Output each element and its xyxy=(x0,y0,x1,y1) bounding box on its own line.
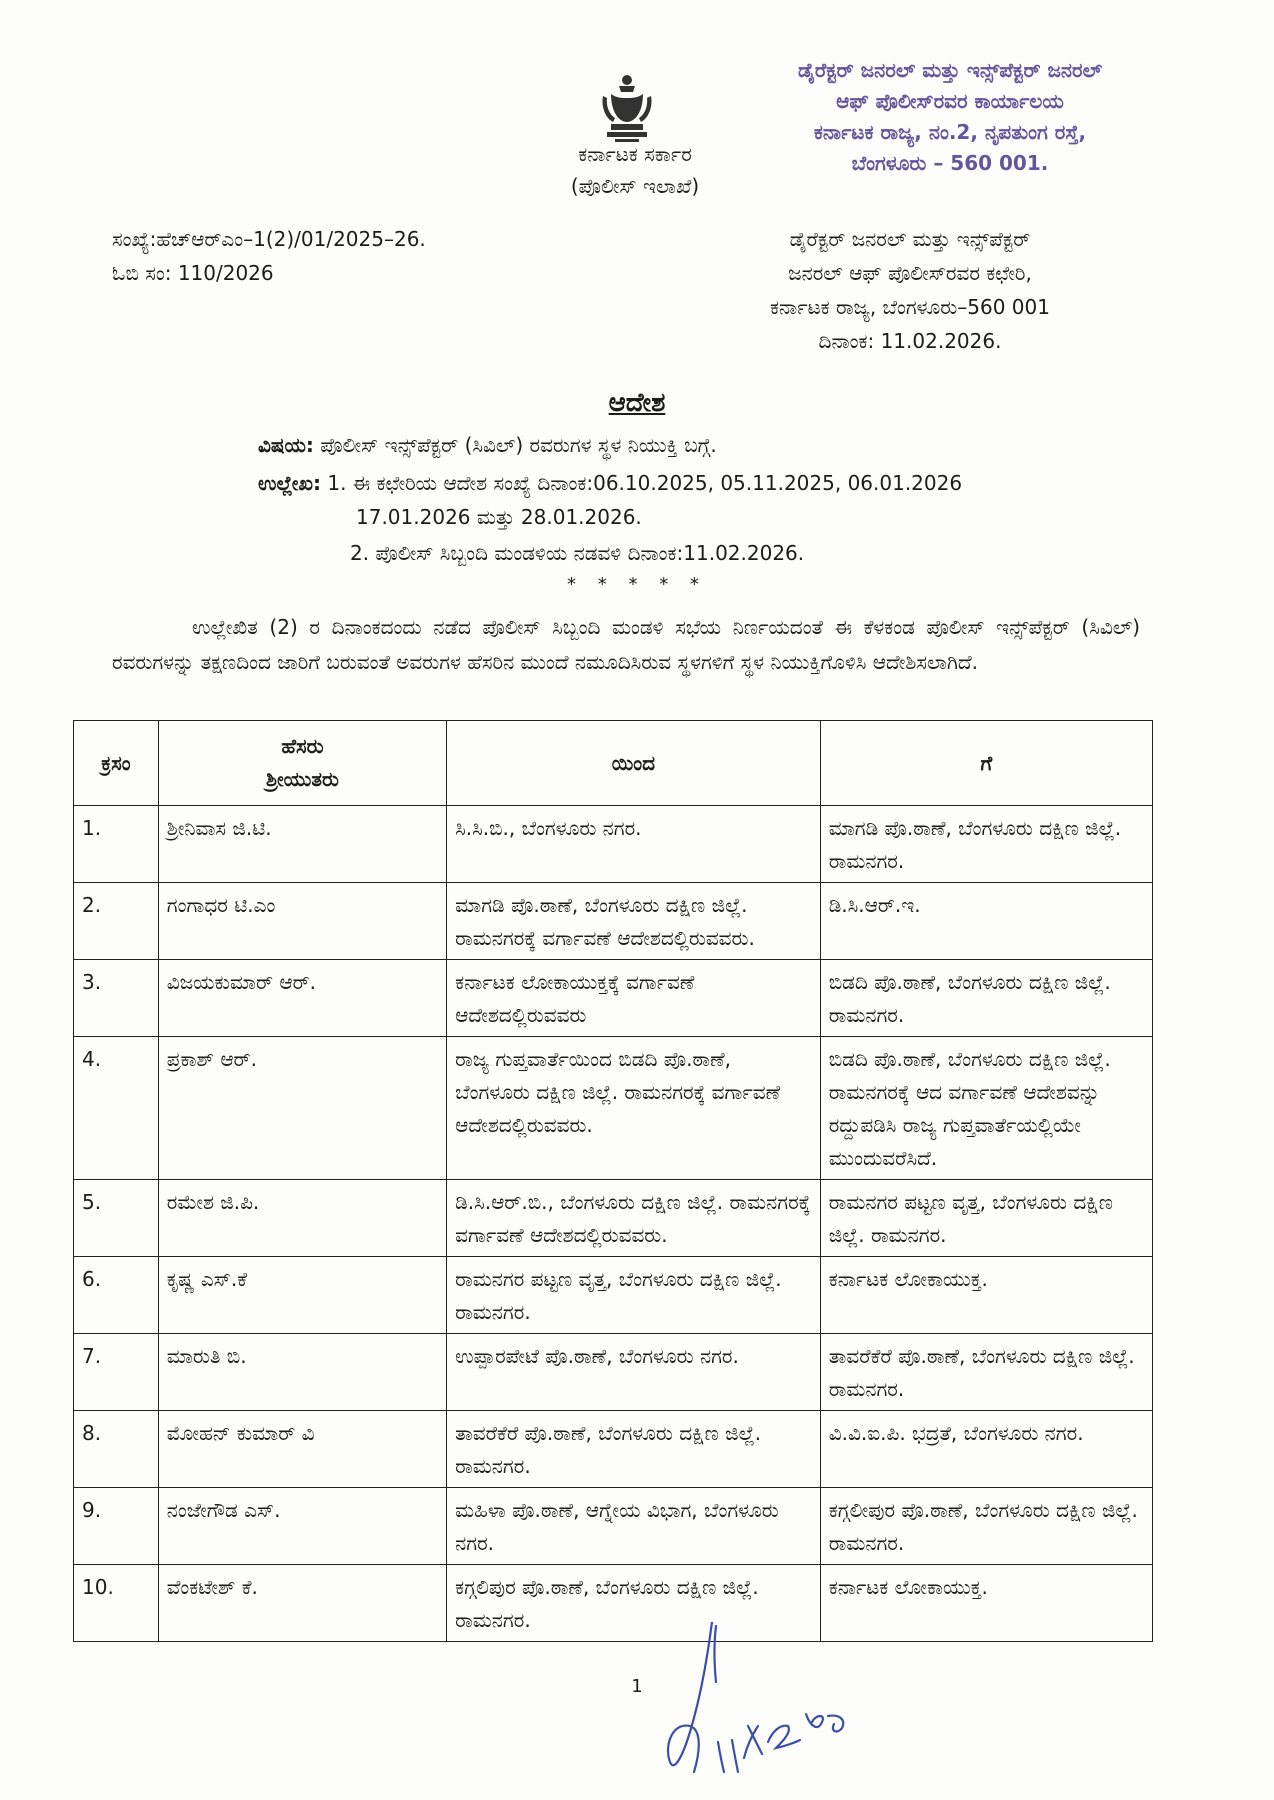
header-from: ಯಿಂದ xyxy=(447,721,821,806)
table-row xyxy=(74,1037,1153,1180)
reference-1: 1. ಈ ಕಛೇರಿಯ ಆದೇಶ ಸಂಖ್ಯೆ ದಿನಾಂಕ:06.10.2025, 05.11.2025, 06.01.2026 xyxy=(327,471,963,495)
row-from: ಕರ್ನಾಟಕ ಲೋಕಾಯುಕ್ತಕ್ಕೆ ವರ್ಗಾವಣೆ ಆದೇಶದಲ್ಲಿರುವವರು xyxy=(447,960,821,1037)
table-row xyxy=(74,960,1153,1037)
row-serial: 8. xyxy=(74,1411,159,1488)
subject-text: ಪೊಲೀಸ್ ಇನ್ಸ್‌ಪೆಕ್ಟರ್ (ಸಿವಿಲ್) ರವರುಗಳ ಸ್ಥಳ ನಿಯುಕ್ತಿ ಬಗ್ಗೆ. xyxy=(320,433,717,457)
stamp-line: ಆಫ್ ಪೊಲೀಸ್‌ರವರ ಕಾರ್ಯಾಲಯ xyxy=(836,89,1064,113)
reference-1-continued: 17.01.2026 ಮತ್ತು 28.01.2026. xyxy=(356,505,642,529)
office-line: ಡೈರೆಕ್ಟರ್ ಜನರಲ್ ಮತ್ತು ಇನ್ಸ್‌ಪೆಕ್ಟರ್ xyxy=(789,227,1031,251)
row-to: ರಾಮನಗರ ಪಟ್ಟಣ ವೃತ್ತ, ಬೆಂಗಳೂರು ದಕ್ಷಿಣ ಜಿಲ್ಲೆ. ರಾಮನಗರ. xyxy=(820,1180,1152,1257)
row-name: ವಿಜಯಕುಮಾರ್ ಆರ್. xyxy=(158,960,446,1037)
row-name: ಗಂಗಾಧರ ಟಿ.ಎಂ xyxy=(158,883,446,960)
row-name: ಶ್ರೀನಿವಾಸ ಜಿ.ಟಿ. xyxy=(158,806,446,883)
row-name: ರಮೇಶ ಜಿ.ಪಿ. xyxy=(158,1180,446,1257)
row-to: ಮಾಗಡಿ ಪೊ.ಠಾಣೆ, ಬೆಂಗಳೂರು ದಕ್ಷಿಣ ಜಿಲ್ಲೆ. ರಾಮನಗರ. xyxy=(820,806,1152,883)
row-to: ತಾವರೆಕೆರೆ ಪೊ.ಠಾಣೆ, ಬೆಂಗಳೂರು ದಕ್ಷಿಣ ಜಿಲ್ಲೆ. ರಾಮನಗರ. xyxy=(820,1334,1152,1411)
department-name: (ಪೊಲೀಸ್ ಇಲಾಖೆ) xyxy=(570,174,700,198)
reference-number: ಸಂಖ್ಯೆ:ಹೆಚ್‌ಆರ್‌ಎಂ–1(2)/01/2025–26. xyxy=(112,227,426,251)
table-row xyxy=(74,1411,1153,1488)
row-serial: 10. xyxy=(74,1565,159,1642)
row-from: ರಾಜ್ಯ ಗುಪ್ತವಾರ್ತೆಯಿಂದ ಬಿಡದಿ ಪೊ.ಠಾಣೆ, ಬೆಂಗಳೂರು ದಕ್ಷಿಣ ಜಿಲ್ಲೆ. ರಾಮನಗರಕ್ಕೆ ವರ್ಗಾವಣೆ ಆದೇಶದಲ್ಲಿರುವವರು. xyxy=(447,1037,821,1180)
table-row xyxy=(74,1180,1153,1257)
row-from: ತಾವರೆಕೆರೆ ಪೊ.ಠಾಣೆ, ಬೆಂಗಳೂರು ದಕ್ಷಿಣ ಜಿಲ್ಲೆ. ರಾಮನಗರ. xyxy=(447,1411,821,1488)
row-to: ಕಗ್ಗಲೀಪುರ ಪೊ.ಠಾಣೆ, ಬೆಂಗಳೂರು ದಕ್ಷಿಣ ಜಿಲ್ಲೆ. ರಾಮನಗರ. xyxy=(820,1488,1152,1565)
ob-number: ಓಬಿ ಸಂ: 110/2026 xyxy=(112,261,274,285)
order-body: ಉಲ್ಲೇಖಿತ (2) ರ ದಿನಾಂಕದಂದು ನಡೆದ ಪೊಲೀಸ್ ಸಿಬ್ಬಂದಿ ಮಂಡಳಿ ಸಭೆಯ ನಿರ್ಣಯದಂತೆ ಈ ಕೆಳಕಂಡ ಪೊಲೀಸ್ ಇನ್ಸ್‌ಪೆಕ್ಟರ್ (ಸಿವಿಲ್) ರವರುಗಳನ್ನು ತಕ್ಷಣದಿಂದ ಜಾರಿಗೆ ಬರುವಂತೆ ಅವರುಗಳ ಹೆಸರಿನ ಮುಂದೆ ನಮೂದಿಸಿರುವ ಸ್ಥಳಗಳಿಗೆ ಸ್ಥಳ ನಿಯುಕ್ತಿಗೊಳಿಸಿ ಆದೇಶಿಸಲಾಗಿದೆ. xyxy=(112,615,1140,674)
office-address xyxy=(720,222,1100,358)
government-name: ಕರ್ನಾಟಕ ಸರ್ಕಾರ xyxy=(578,142,692,166)
references-label: ಉಲ್ಲೇಖ: xyxy=(258,471,321,495)
header-serial: ಕ್ರಸಂ xyxy=(74,721,159,806)
row-serial: 1. xyxy=(74,806,159,883)
row-serial: 6. xyxy=(74,1257,159,1334)
row-from: ಕಗ್ಗಲಿಪುರ ಪೊ.ಠಾಣೆ, ಬೆಂಗಳೂರು ದಕ್ಷಿಣ ಜಿಲ್ಲೆ. ರಾಮನಗರ. xyxy=(447,1565,821,1642)
row-from: ಮಹಿಳಾ ಪೊ.ಠಾಣೆ, ಆಗ್ನೇಯ ವಿಭಾಗ, ಬೆಂಗಳೂರು ನಗರ. xyxy=(447,1488,821,1565)
row-serial: 3. xyxy=(74,960,159,1037)
row-serial: 9. xyxy=(74,1488,159,1565)
row-from: ಡಿ.ಸಿ.ಆರ್.ಬಿ., ಬೆಂಗಳೂರು ದಕ್ಷಿಣ ಜಿಲ್ಲೆ. ರಾಮನಗರಕ್ಕೆ ವರ್ಗಾವಣೆ ಆದೇಶದಲ್ಲಿರುವವರು. xyxy=(447,1180,821,1257)
row-name: ಪ್ರಕಾಶ್ ಆರ್. xyxy=(158,1037,446,1180)
row-name: ಮಾರುತಿ ಬಿ. xyxy=(158,1334,446,1411)
order-title: ಆದೇಶ xyxy=(608,388,666,418)
stamp-line: ಬೆಂಗಳೂರು – 560 001. xyxy=(851,151,1049,175)
row-serial: 7. xyxy=(74,1334,159,1411)
subject-line xyxy=(258,428,717,462)
page-number: 1 xyxy=(631,1676,643,1697)
table-row xyxy=(74,1565,1153,1642)
references xyxy=(258,466,1158,570)
row-to: ಕರ್ನಾಟಕ ಲೋಕಾಯುಕ್ತ. xyxy=(820,1257,1152,1334)
row-to: ಬಿಡದಿ ಪೊ.ಠಾಣೆ, ಬೆಂಗಳೂರು ದಕ್ಷಿಣ ಜಿಲ್ಲೆ. ರಾಮನಗರ. xyxy=(820,960,1152,1037)
subject-label: ವಿಷಯ: xyxy=(258,433,314,457)
office-line: ಕರ್ನಾಟಕ ರಾಜ್ಯ, ಬೆಂಗಳೂರು–560 001 xyxy=(770,295,1050,319)
table-row xyxy=(74,806,1153,883)
row-name: ನಂಜೇಗೌಡ ಎಸ್. xyxy=(158,1488,446,1565)
header-to: ಗೆ xyxy=(820,721,1152,806)
table-row xyxy=(74,883,1153,960)
handwritten-signature xyxy=(650,1622,880,1782)
row-name: ಕೃಷ್ಣ ಎಸ್.ಕೆ xyxy=(158,1257,446,1334)
row-to: ವಿ.ವಿ.ಐ.ಪಿ. ಭದ್ರತೆ, ಬೆಂಗಳೂರು ನಗರ. xyxy=(820,1411,1152,1488)
office-line: ಜನರಲ್ ಆಫ್ ಪೊಲೀಸ್‌ರವರ ಕಛೇರಿ, xyxy=(788,261,1032,285)
row-serial: 2. xyxy=(74,883,159,960)
separator: * * * * * xyxy=(567,574,707,595)
row-to: ಡಿ.ಸಿ.ಆರ್.ಇ. xyxy=(820,883,1152,960)
row-serial: 4. xyxy=(74,1037,159,1180)
reference-block xyxy=(112,222,426,290)
stamp-line: ಡೈರೆಕ್ಟರ್ ಜನರಲ್ ಮತ್ತು ಇನ್ಸ್‌ಪೆಕ್ಟರ್ ಜನರಲ್ xyxy=(797,58,1103,82)
row-to: ಬಿಡದಿ ಪೊ.ಠಾಣೆ, ಬೆಂಗಳೂರು ದಕ್ಷಿಣ ಜಿಲ್ಲೆ. ರಾಮನಗರಕ್ಕೆ ಆದ ವರ್ಗಾವಣೆ ಆದೇಶವನ್ನು ರದ್ದುಪಡಿಸಿ ರಾಜ್ಯ ಗುಪ್ತವಾರ್ತೆಯಲ್ಲಿಯೇ ಮುಂದುವರೆಸಿದೆ. xyxy=(820,1037,1152,1180)
row-from: ರಾಮನಗರ ಪಟ್ಟಣ ವೃತ್ತ, ಬೆಂಗಳೂರು ದಕ್ಷಿಣ ಜಿಲ್ಲೆ. ರಾಮನಗರ. xyxy=(447,1257,821,1334)
table-row xyxy=(74,1257,1153,1334)
reference-2: 2. ಪೊಲೀಸ್ ಸಿಬ್ಬಂದಿ ಮಂಡಳಿಯ ನಡವಳಿ ದಿನಾಂಕ:11.02.2026. xyxy=(350,541,805,565)
transfer-table xyxy=(73,720,1153,1642)
row-name: ಮೋಹನ್ ಕುಮಾರ್ ವಿ xyxy=(158,1411,446,1488)
header-name-line2: ಶ್ರೀಯುತರು xyxy=(266,767,339,791)
header-name-line1: ಹೆಸರು xyxy=(281,734,324,758)
header-name xyxy=(158,721,446,806)
row-to: ಕರ್ನಾಟಕ ಲೋಕಾಯುಕ್ತ. xyxy=(820,1565,1152,1642)
row-from: ಮಾಗಡಿ ಪೊ.ಠಾಣೆ, ಬೆಂಗಳೂರು ದಕ್ಷಿಣ ಜಿಲ್ಲೆ. ರಾಮನಗರಕ್ಕೆ ವರ್ಗಾವಣೆ ಆದೇಶದಲ್ಲಿರುವವರು. xyxy=(447,883,821,960)
row-from: ಉಪ್ಪಾರಪೇಟೆ ಪೊ.ಠಾಣೆ, ಬೆಂಗಳೂರು ನಗರ. xyxy=(447,1334,821,1411)
table-row xyxy=(74,1488,1153,1565)
row-name: ವೆಂಕಟೇಶ್ ಕೆ. xyxy=(158,1565,446,1642)
table-header-row xyxy=(74,721,1153,806)
row-serial: 5. xyxy=(74,1180,159,1257)
office-stamp xyxy=(730,55,1170,179)
table-row xyxy=(74,1334,1153,1411)
stamp-line: ಕರ್ನಾಟಕ ರಾಜ್ಯ, ನಂ.2, ನೃಪತುಂಗ ರಸ್ತೆ, xyxy=(813,120,1087,144)
order-date: ದಿನಾಂಕ: 11.02.2026. xyxy=(818,329,1002,353)
government-heading xyxy=(520,138,750,202)
row-from: ಸಿ.ಸಿ.ಬಿ., ಬೆಂಗಳೂರು ನಗರ. xyxy=(447,806,821,883)
